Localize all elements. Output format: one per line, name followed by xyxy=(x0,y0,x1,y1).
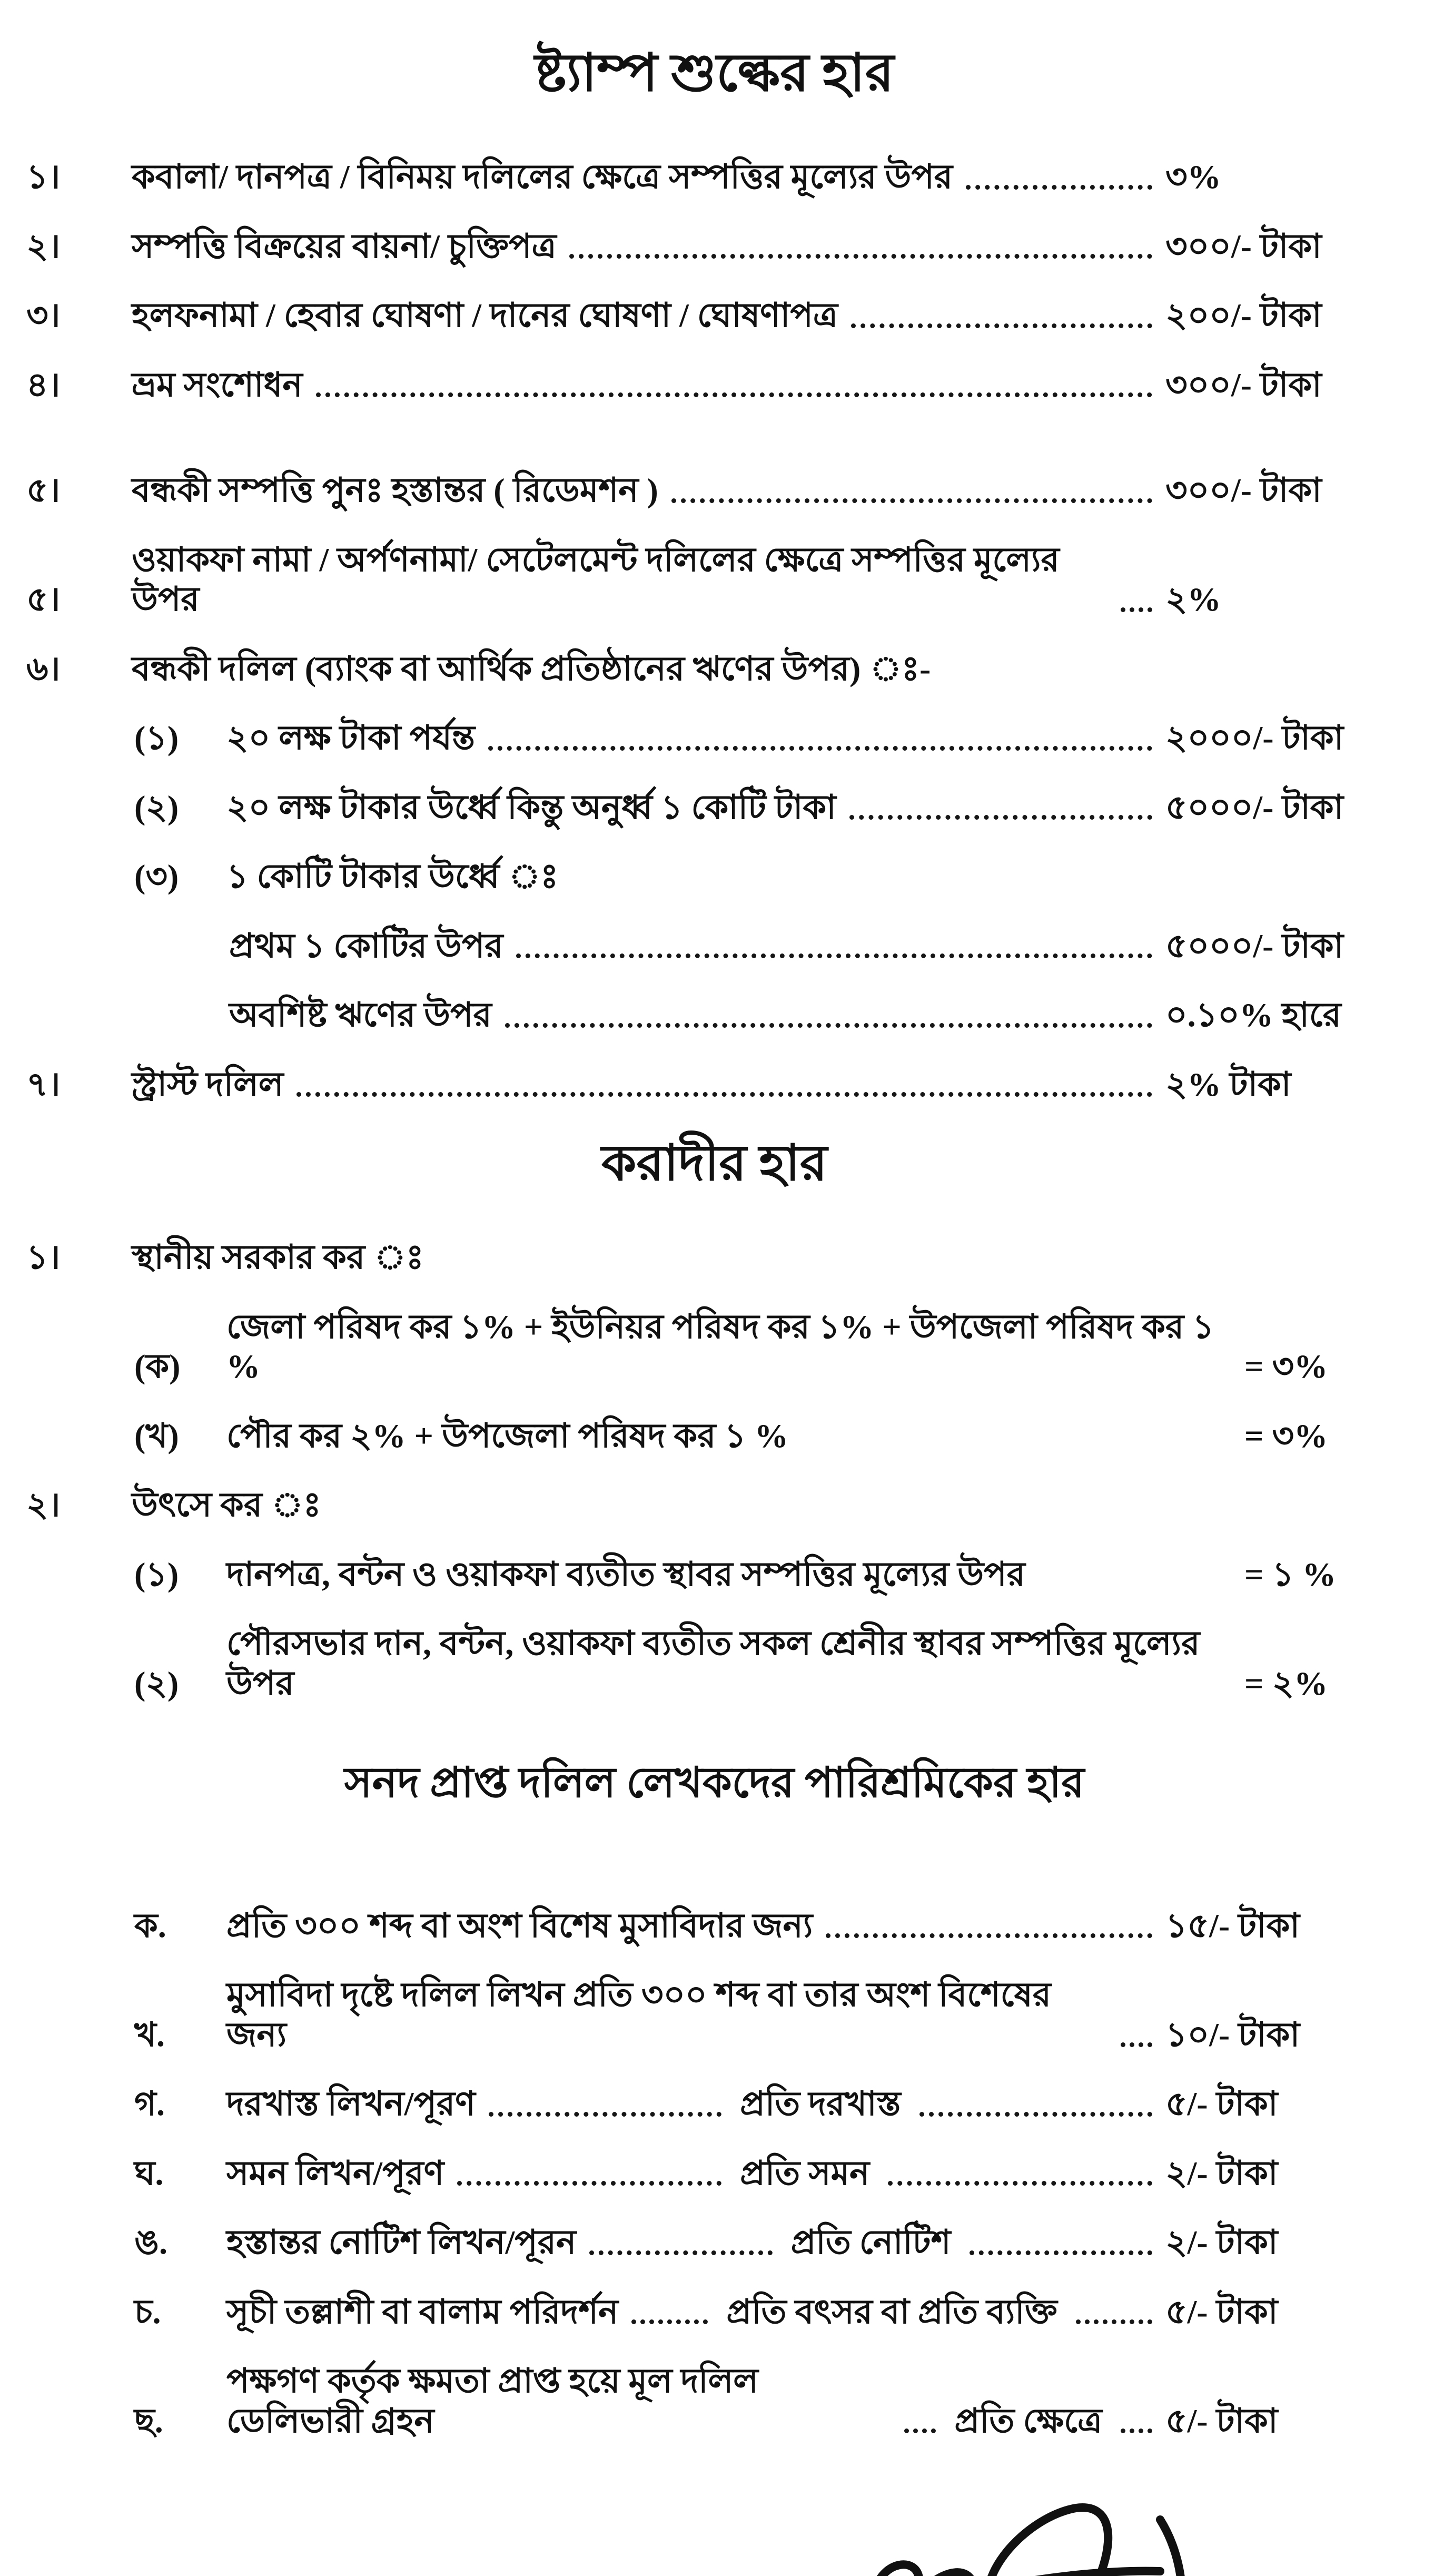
item-number: (৩) xyxy=(134,858,179,896)
item-value: ৩% xyxy=(1165,158,1221,195)
dotted-leader xyxy=(851,323,1152,328)
item-value: ৫/- টাকা xyxy=(1165,2402,1278,2440)
item-text: ২০ লক্ষ টাকা পর্যন্ত xyxy=(226,719,475,757)
dotted-leader xyxy=(1121,607,1152,612)
sub-list-item xyxy=(26,718,1402,758)
item-value: ২০০/- টাকা xyxy=(1165,297,1322,335)
dotted-leader xyxy=(966,185,1152,190)
stamp-duty-rate-list xyxy=(26,157,1402,1104)
item-letter: গ. xyxy=(134,2085,165,2123)
item-number: ৫। xyxy=(26,471,61,509)
item-value: ২০০০/- টাকা xyxy=(1165,719,1344,757)
item-number: (খ) xyxy=(134,1417,179,1454)
dotted-leader xyxy=(849,815,1152,820)
item-number: ৭। xyxy=(26,1065,61,1103)
dotted-leader xyxy=(888,2181,1152,2186)
item-letter: ক. xyxy=(134,1906,166,1944)
list-item xyxy=(26,2361,1402,2441)
sub-list-item xyxy=(26,1307,1402,1387)
sub-list-item xyxy=(26,1555,1402,1595)
item-number: ৪। xyxy=(26,366,61,404)
dotted-leader xyxy=(826,1933,1152,1938)
list-item xyxy=(26,649,1402,689)
sub-sub-list-item xyxy=(26,926,1402,966)
item-value: = ২% xyxy=(1244,1664,1328,1702)
item-text: অবশিষ্ট ঋণের উপর xyxy=(229,996,492,1034)
sub-list-item xyxy=(26,1416,1402,1456)
list-item xyxy=(26,2154,1402,2194)
item-value: ১৫/- টাকা xyxy=(1165,1906,1300,1944)
item-value: = ১ % xyxy=(1244,1555,1336,1593)
item-text: সম্পত্তি বিক্রয়ের বায়না/ চুক্তিপত্র xyxy=(132,227,557,265)
item-text: সূচী তল্লাশী বা বালাম পরিদর্শন xyxy=(226,2293,619,2331)
list-item xyxy=(26,540,1402,620)
sub-list-item xyxy=(26,1624,1402,1703)
list-item xyxy=(26,1065,1402,1105)
title-tax-rates: করাদীর হার xyxy=(601,1135,828,1192)
item-text: উৎসে কর ঃ xyxy=(132,1486,321,1524)
handwritten-signature-icon xyxy=(844,2499,1244,2576)
item-text: হলফনামা / হেবার ঘোষণা / দানের ঘোষণা / ঘোষণাপত্র xyxy=(132,297,838,335)
item-unit-text: প্রতি দরখাস্ত xyxy=(740,2085,901,2123)
item-text: জেলা পরিষদ কর ১% + ইউনিয়র পরিষদ কর ১% + উপজেলা পরিষদ কর ১ % xyxy=(226,1307,1214,1385)
dotted-leader xyxy=(505,1023,1152,1028)
list-item xyxy=(26,1237,1402,1277)
item-value: = ৩% xyxy=(1244,1417,1328,1454)
dotted-leader xyxy=(316,392,1152,397)
sub-sub-list-item xyxy=(26,995,1402,1035)
list-item xyxy=(26,2223,1402,2263)
item-value: ২/- টাকা xyxy=(1165,2154,1278,2192)
dotted-leader xyxy=(970,2250,1152,2255)
item-number: ৫। xyxy=(26,581,61,618)
item-text: পৌরসভার দান, বন্টন, ওয়াকফা ব্যতীত সকল শ্রেনীর স্থাবর সম্পত্তির মূল্যের উপর xyxy=(226,1625,1200,1702)
list-item xyxy=(26,227,1402,267)
dotted-leader xyxy=(631,2319,708,2324)
item-unit-text: প্রতি সমন xyxy=(740,2154,870,2192)
item-text: স্ট্রাস্ট দলিল xyxy=(132,1065,284,1103)
dotted-leader xyxy=(671,498,1152,503)
list-item xyxy=(26,470,1402,510)
item-letter: ঘ. xyxy=(134,2154,164,2192)
signature-block xyxy=(781,2499,1244,2576)
item-value: ২/- টাকা xyxy=(1165,2224,1278,2262)
item-text: পক্ষগণ কর্তৃক ক্ষমতা প্রাপ্ত হয়ে মূল দলিল ডেলিভারী গ্রহন xyxy=(226,2362,758,2440)
list-item xyxy=(26,2292,1402,2332)
item-text: হস্তান্তর নোটিশ লিখন/পূরন xyxy=(226,2224,577,2262)
item-text: প্রথম ১ কোটির উপর xyxy=(229,927,503,965)
item-value: ৫০০০/- টাকা xyxy=(1165,927,1344,965)
item-letter: ছ. xyxy=(134,2402,163,2440)
item-number: ৬। xyxy=(26,650,61,687)
item-unit-text: প্রতি ক্ষেত্রে xyxy=(954,2402,1102,2440)
item-number: (২) xyxy=(134,788,179,826)
dotted-leader xyxy=(296,1092,1152,1097)
list-item xyxy=(26,365,1402,405)
item-value: ২% xyxy=(1165,581,1221,618)
dotted-leader xyxy=(516,953,1152,958)
item-value: ২% টাকা xyxy=(1165,1065,1291,1103)
item-text: ২০ লক্ষ টাকার উর্ধ্বে কিন্তু অনুর্ধ্ব ১ কোটি টাকা xyxy=(226,788,836,826)
dotted-leader xyxy=(489,2112,721,2117)
item-number: (১) xyxy=(134,719,179,757)
item-letter: খ. xyxy=(134,2015,165,2053)
dotted-leader xyxy=(569,254,1152,259)
list-item xyxy=(26,157,1402,197)
item-value: ০.১০% হারে xyxy=(1165,996,1341,1034)
item-text: ভ্রম সংশোধন xyxy=(132,366,303,404)
item-text: ওয়াকফা নামা / অর্পণনামা/ সেটেলমেন্ট দলিলের ক্ষেত্রে সম্পত্তির মূল্যের উপর xyxy=(132,540,1060,618)
item-text: মুসাবিদা দৃষ্টে দলিল লিখন প্রতি ৩০০ শব্দ বা তার অংশ বিশেষের জন্য xyxy=(226,1976,1052,2053)
sub-list-item xyxy=(26,788,1402,828)
item-value: ৩০০/- টাকা xyxy=(1165,227,1322,265)
item-unit-text: প্রতি নোটিশ xyxy=(790,2224,951,2262)
item-number: ২। xyxy=(26,227,61,265)
item-text: বন্ধকী দলিল (ব্যাংক বা আর্থিক প্রতিষ্ঠানের ঋণের উপর) ঃ- xyxy=(132,650,931,687)
list-item xyxy=(26,1485,1402,1525)
item-value: ৫/- টাকা xyxy=(1165,2085,1278,2123)
item-text: দরখাস্ত লিখন/পূরণ xyxy=(226,2085,476,2123)
item-unit-text: প্রতি বৎসর বা প্রতি ব্যক্তি xyxy=(726,2293,1057,2331)
item-number: ২। xyxy=(26,1486,61,1524)
dotted-leader xyxy=(1076,2319,1152,2324)
item-text: পৌর কর ২% + উপজেলা পরিষদ কর ১ % xyxy=(226,1417,788,1454)
dotted-leader xyxy=(457,2181,721,2186)
title-stamp-duty-rates: ষ্ট্যাম্প শুল্কের হার xyxy=(535,44,894,102)
dotted-leader xyxy=(589,2250,772,2255)
dotted-leader xyxy=(488,746,1152,751)
dotted-leader xyxy=(1121,2428,1152,2433)
item-number: ৩। xyxy=(26,297,61,335)
list-item xyxy=(26,1975,1402,2054)
tax-rate-list xyxy=(26,1237,1402,1703)
item-number: ১। xyxy=(26,158,61,195)
item-text: স্থানীয় সরকার কর ঃ xyxy=(132,1238,424,1276)
item-value: ৫/- টাকা xyxy=(1165,2293,1278,2331)
item-value: ৩০০/- টাকা xyxy=(1165,366,1322,404)
sub-list-item xyxy=(26,857,1402,897)
item-value: ১০/- টাকা xyxy=(1165,2015,1300,2053)
list-item xyxy=(26,1906,1402,1946)
item-text: দানপত্র, বন্টন ও ওয়াকফা ব্যতীত স্থাবর সম্পত্তির মূল্যের উপর xyxy=(226,1555,1025,1593)
item-number: (১) xyxy=(134,1555,179,1593)
item-letter: চ. xyxy=(134,2293,161,2331)
item-letter: ঙ. xyxy=(134,2224,167,2262)
item-text: ১ কোটি টাকার উর্ধ্বে ঃ xyxy=(226,858,559,896)
title-deed-writer-fees: সনদ প্রাপ্ত দলিল লেখকদের পারিশ্রমিকের হার xyxy=(344,1760,1085,1807)
list-item xyxy=(26,296,1402,336)
item-value: ৫০০০/- টাকা xyxy=(1165,788,1344,826)
list-item xyxy=(26,2084,1402,2124)
dotted-leader xyxy=(904,2428,936,2433)
item-value: = ৩% xyxy=(1244,1348,1328,1385)
item-text: বন্ধকী সম্পত্তি পুনঃ হস্তান্তর ( রিডেমশন ) xyxy=(132,471,658,509)
item-number: (২) xyxy=(134,1664,179,1702)
dotted-leader xyxy=(1121,2042,1152,2047)
item-text: কবালা/ দানপত্র / বিনিময় দলিলের ক্ষেত্রে সম্পত্তির মূল্যের উপর xyxy=(132,158,953,195)
item-value: ৩০০/- টাকা xyxy=(1165,471,1322,509)
item-text: প্রতি ৩০০ শব্দ বা অংশ বিশেষ মুসাবিদার জন্য xyxy=(226,1906,813,1944)
item-number: (ক) xyxy=(134,1348,181,1385)
item-text: সমন লিখন/পূরণ xyxy=(226,2154,444,2192)
deed-writer-fee-list xyxy=(26,1906,1402,2441)
dotted-leader xyxy=(919,2112,1152,2117)
item-number: ১। xyxy=(26,1238,61,1276)
